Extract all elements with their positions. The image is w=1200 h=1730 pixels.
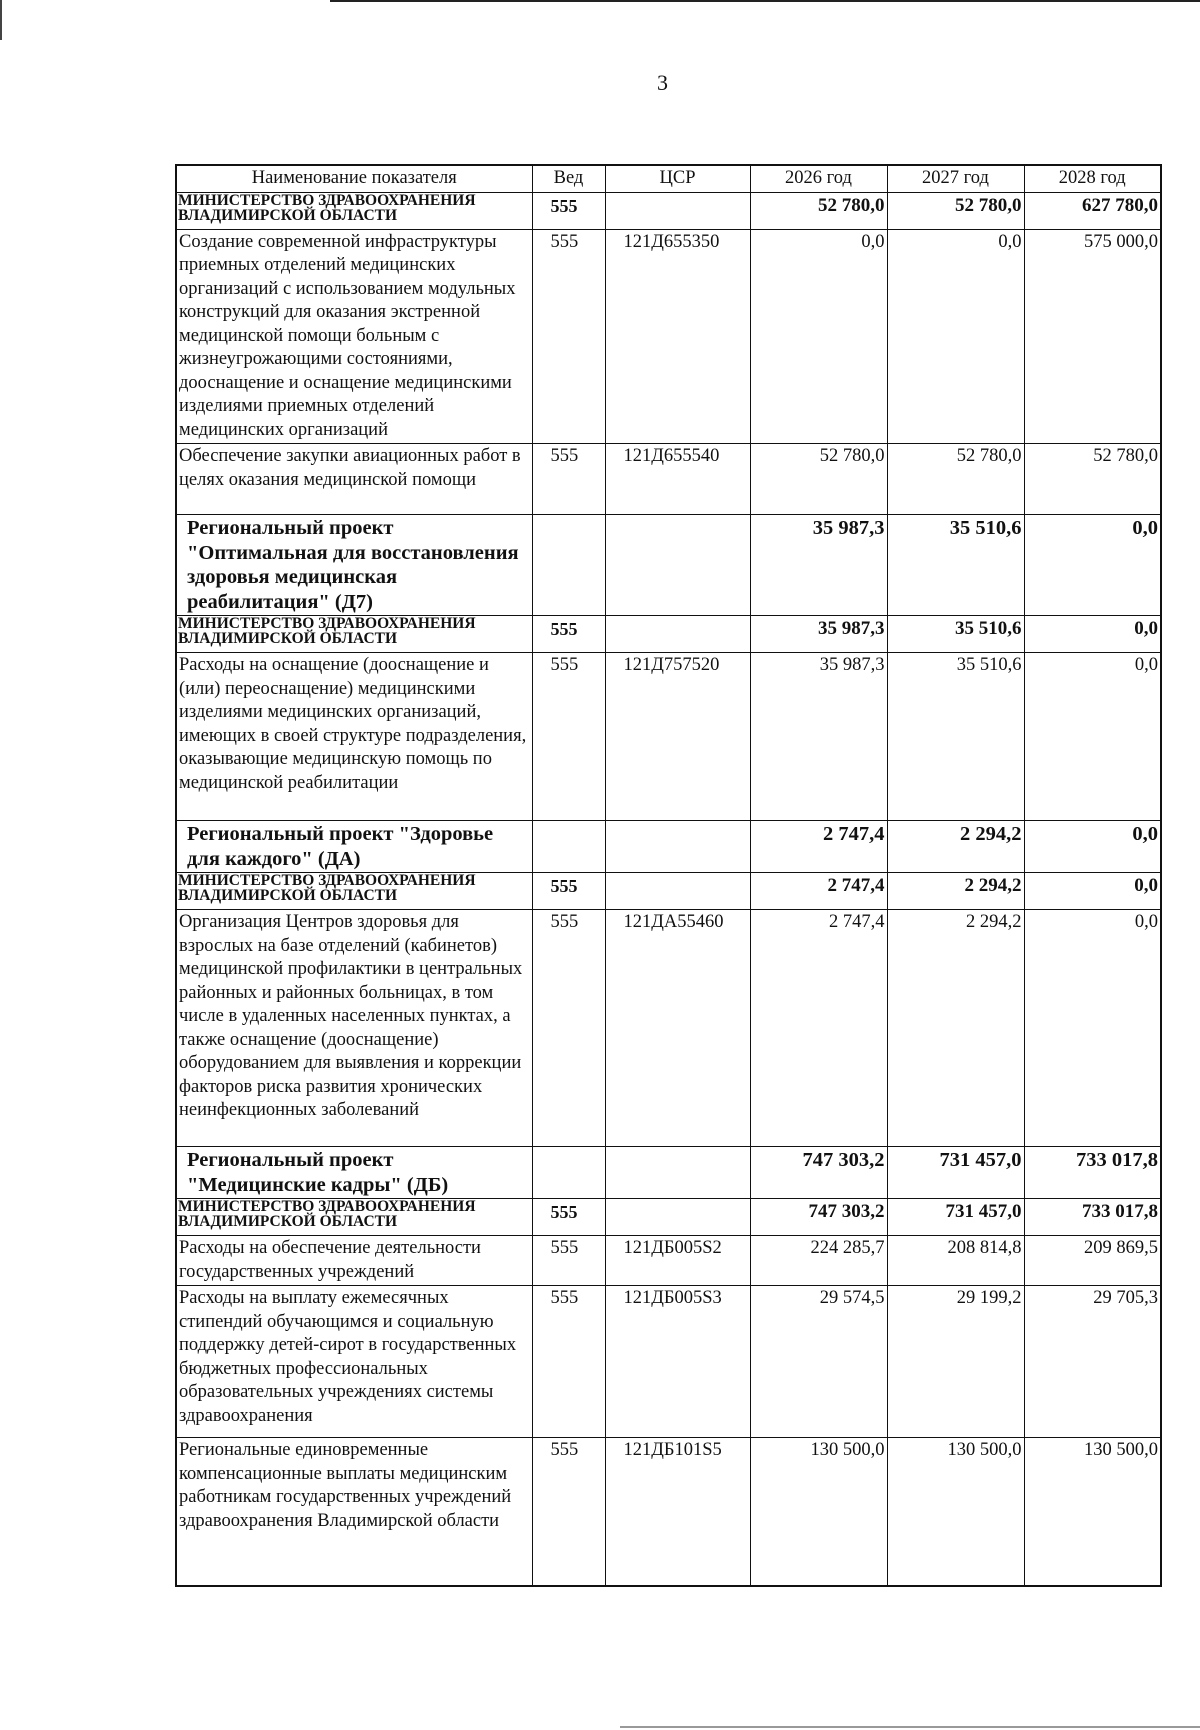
ved-cell	[532, 1147, 605, 1199]
csr-cell: 121Д757520	[605, 653, 750, 821]
value-2026-cell: 52 780,0	[750, 192, 887, 229]
ved-cell: 555	[532, 229, 605, 444]
value-2027-cell: 208 814,8	[887, 1236, 1024, 1286]
table-row	[176, 1438, 1161, 1586]
value-2028-cell: 29 705,3	[1024, 1286, 1161, 1438]
value-2027-cell: 52 780,0	[887, 192, 1024, 229]
header-ved: Вед	[532, 165, 605, 192]
ved-cell	[532, 821, 605, 873]
value-2027-cell: 2 294,2	[887, 873, 1024, 910]
value-2026-cell: 52 780,0	[750, 444, 887, 515]
csr-cell	[605, 515, 750, 616]
csr-cell	[605, 821, 750, 873]
name-cell: Обеспечение закупки авиационных работ в целях оказания медицинской помощи	[176, 444, 532, 515]
csr-cell	[605, 192, 750, 229]
value-2026-cell: 2 747,4	[750, 873, 887, 910]
value-2028-cell: 52 780,0	[1024, 444, 1161, 515]
page-number: 3	[657, 70, 668, 95]
value-2027-cell: 731 457,0	[887, 1147, 1024, 1199]
header-name: Наименование показателя	[176, 165, 532, 192]
table-row	[176, 444, 1161, 515]
ministry-row	[176, 873, 1161, 910]
name-cell: Региональные единовременные компенсационные выплаты медицинским работникам государственных учреждений здравоохранения Владимирской области	[176, 1438, 532, 1586]
csr-cell: 121Д655350	[605, 229, 750, 444]
value-2028-cell: 0,0	[1024, 515, 1161, 616]
value-2028-cell: 627 780,0	[1024, 192, 1161, 229]
csr-cell: 121ДБ101S5	[605, 1438, 750, 1586]
value-2026-cell: 224 285,7	[750, 1236, 887, 1286]
project-row	[176, 1147, 1161, 1199]
csr-cell: 121ДА55460	[605, 910, 750, 1147]
table-row	[176, 910, 1161, 1147]
value-2026-cell: 2 747,4	[750, 910, 887, 1147]
csr-cell	[605, 1199, 750, 1236]
value-2028-cell: 130 500,0	[1024, 1438, 1161, 1586]
value-2028-cell: 0,0	[1024, 910, 1161, 1147]
ved-cell: 555	[532, 1438, 605, 1586]
table-header-row	[176, 165, 1161, 192]
ved-cell: 555	[532, 616, 605, 653]
scan-edge-left	[0, 0, 2, 40]
value-2027-cell: 2 294,2	[887, 821, 1024, 873]
csr-cell	[605, 1147, 750, 1199]
value-2027-cell: 130 500,0	[887, 1438, 1024, 1586]
value-2026-cell: 35 987,3	[750, 616, 887, 653]
csr-cell: 121ДБ005S3	[605, 1286, 750, 1438]
table-row	[176, 653, 1161, 821]
ved-cell: 555	[532, 1199, 605, 1236]
value-2026-cell: 747 303,2	[750, 1147, 887, 1199]
header-2028: 2028 год	[1024, 165, 1161, 192]
name-cell: Расходы на обеспечение деятельности государственных учреждений	[176, 1236, 532, 1286]
value-2028-cell: 0,0	[1024, 653, 1161, 821]
value-2026-cell: 130 500,0	[750, 1438, 887, 1586]
ministry-row	[176, 192, 1161, 229]
name-cell: МИНИСТЕРСТВО ЗДРАВООХРАНЕНИЯ ВЛАДИМИРСКОЙ ОБЛАСТИ	[176, 192, 532, 229]
project-row	[176, 515, 1161, 616]
value-2028-cell: 209 869,5	[1024, 1236, 1161, 1286]
name-cell: МИНИСТЕРСТВО ЗДРАВООХРАНЕНИЯ ВЛАДИМИРСКОЙ ОБЛАСТИ	[176, 873, 532, 910]
name-cell: Организация Центров здоровья для взрослых на базе отделений (кабинетов) медицинской профилактики в центральных районных и районных больницах, в том числе в удаленных населенных пунктах, а также оснащение (дооснащение) оборудованием для выявления и коррекции факторов риска развития хронических неинфекционных заболеваний	[176, 910, 532, 1147]
value-2026-cell: 747 303,2	[750, 1199, 887, 1236]
name-cell: МИНИСТЕРСТВО ЗДРАВООХРАНЕНИЯ ВЛАДИМИРСКОЙ ОБЛАСТИ	[176, 1199, 532, 1236]
ved-cell: 555	[532, 444, 605, 515]
csr-cell: 121ДБ005S2	[605, 1236, 750, 1286]
value-2026-cell: 0,0	[750, 229, 887, 444]
ved-cell: 555	[532, 873, 605, 910]
value-2026-cell: 29 574,5	[750, 1286, 887, 1438]
name-cell: Региональный проект "Здоровье для каждого" (ДА)	[176, 821, 532, 873]
ved-cell	[532, 515, 605, 616]
name-cell: МИНИСТЕРСТВО ЗДРАВООХРАНЕНИЯ ВЛАДИМИРСКОЙ ОБЛАСТИ	[176, 616, 532, 653]
name-cell: Расходы на выплату ежемесячных стипендий обучающимся и социальную поддержку детей-сирот в государственных бюджетных профессиональных образовательных учреждениях системы здравоохранения	[176, 1286, 532, 1438]
value-2028-cell: 733 017,8	[1024, 1147, 1161, 1199]
name-cell: Региональный проект "Медицинские кадры" (ДБ)	[176, 1147, 532, 1199]
csr-cell: 121Д655540	[605, 444, 750, 515]
ved-cell: 555	[532, 1286, 605, 1438]
csr-cell	[605, 873, 750, 910]
scan-edge-bottom	[620, 1726, 1200, 1728]
value-2026-cell: 35 987,3	[750, 515, 887, 616]
ved-cell: 555	[532, 910, 605, 1147]
value-2027-cell: 35 510,6	[887, 653, 1024, 821]
header-csr: ЦСР	[605, 165, 750, 192]
name-cell: Расходы на оснащение (дооснащение и (или) переоснащение) медицинскими изделиями медицинских организаций, имеющих в своей структуре подразделения, оказывающие медицинскую помощь по медицинской реабилитации	[176, 653, 532, 821]
project-row	[176, 821, 1161, 873]
table-body	[176, 192, 1161, 1586]
value-2026-cell: 2 747,4	[750, 821, 887, 873]
ved-cell: 555	[532, 192, 605, 229]
ministry-row	[176, 1199, 1161, 1236]
table-row	[176, 1236, 1161, 1286]
value-2027-cell: 52 780,0	[887, 444, 1024, 515]
value-2026-cell: 35 987,3	[750, 653, 887, 821]
value-2027-cell: 35 510,6	[887, 515, 1024, 616]
table-row	[176, 1286, 1161, 1438]
value-2027-cell: 35 510,6	[887, 616, 1024, 653]
value-2028-cell: 0,0	[1024, 821, 1161, 873]
ved-cell: 555	[532, 1236, 605, 1286]
csr-cell	[605, 616, 750, 653]
ministry-row	[176, 616, 1161, 653]
budget-table	[175, 164, 1162, 1587]
value-2028-cell: 0,0	[1024, 873, 1161, 910]
value-2027-cell: 0,0	[887, 229, 1024, 444]
name-cell: Создание современной инфраструктуры приемных отделений медицинских организаций с использованием модульных конструкций для оказания экстренной медицинской помощи больным с жизнеугрожающими состояниями, дооснащение и оснащение медицинскими изделиями приемных отделений медицинских организаций	[176, 229, 532, 444]
value-2028-cell: 575 000,0	[1024, 229, 1161, 444]
value-2028-cell: 733 017,8	[1024, 1199, 1161, 1236]
value-2027-cell: 29 199,2	[887, 1286, 1024, 1438]
value-2028-cell: 0,0	[1024, 616, 1161, 653]
table-row	[176, 229, 1161, 444]
header-2026: 2026 год	[750, 165, 887, 192]
value-2027-cell: 731 457,0	[887, 1199, 1024, 1236]
scan-edge-top	[330, 0, 1200, 2]
name-cell: Региональный проект "Оптимальная для восстановления здоровья медицинская реабилитация" (Д7)	[176, 515, 532, 616]
ved-cell: 555	[532, 653, 605, 821]
value-2027-cell: 2 294,2	[887, 910, 1024, 1147]
header-2027: 2027 год	[887, 165, 1024, 192]
